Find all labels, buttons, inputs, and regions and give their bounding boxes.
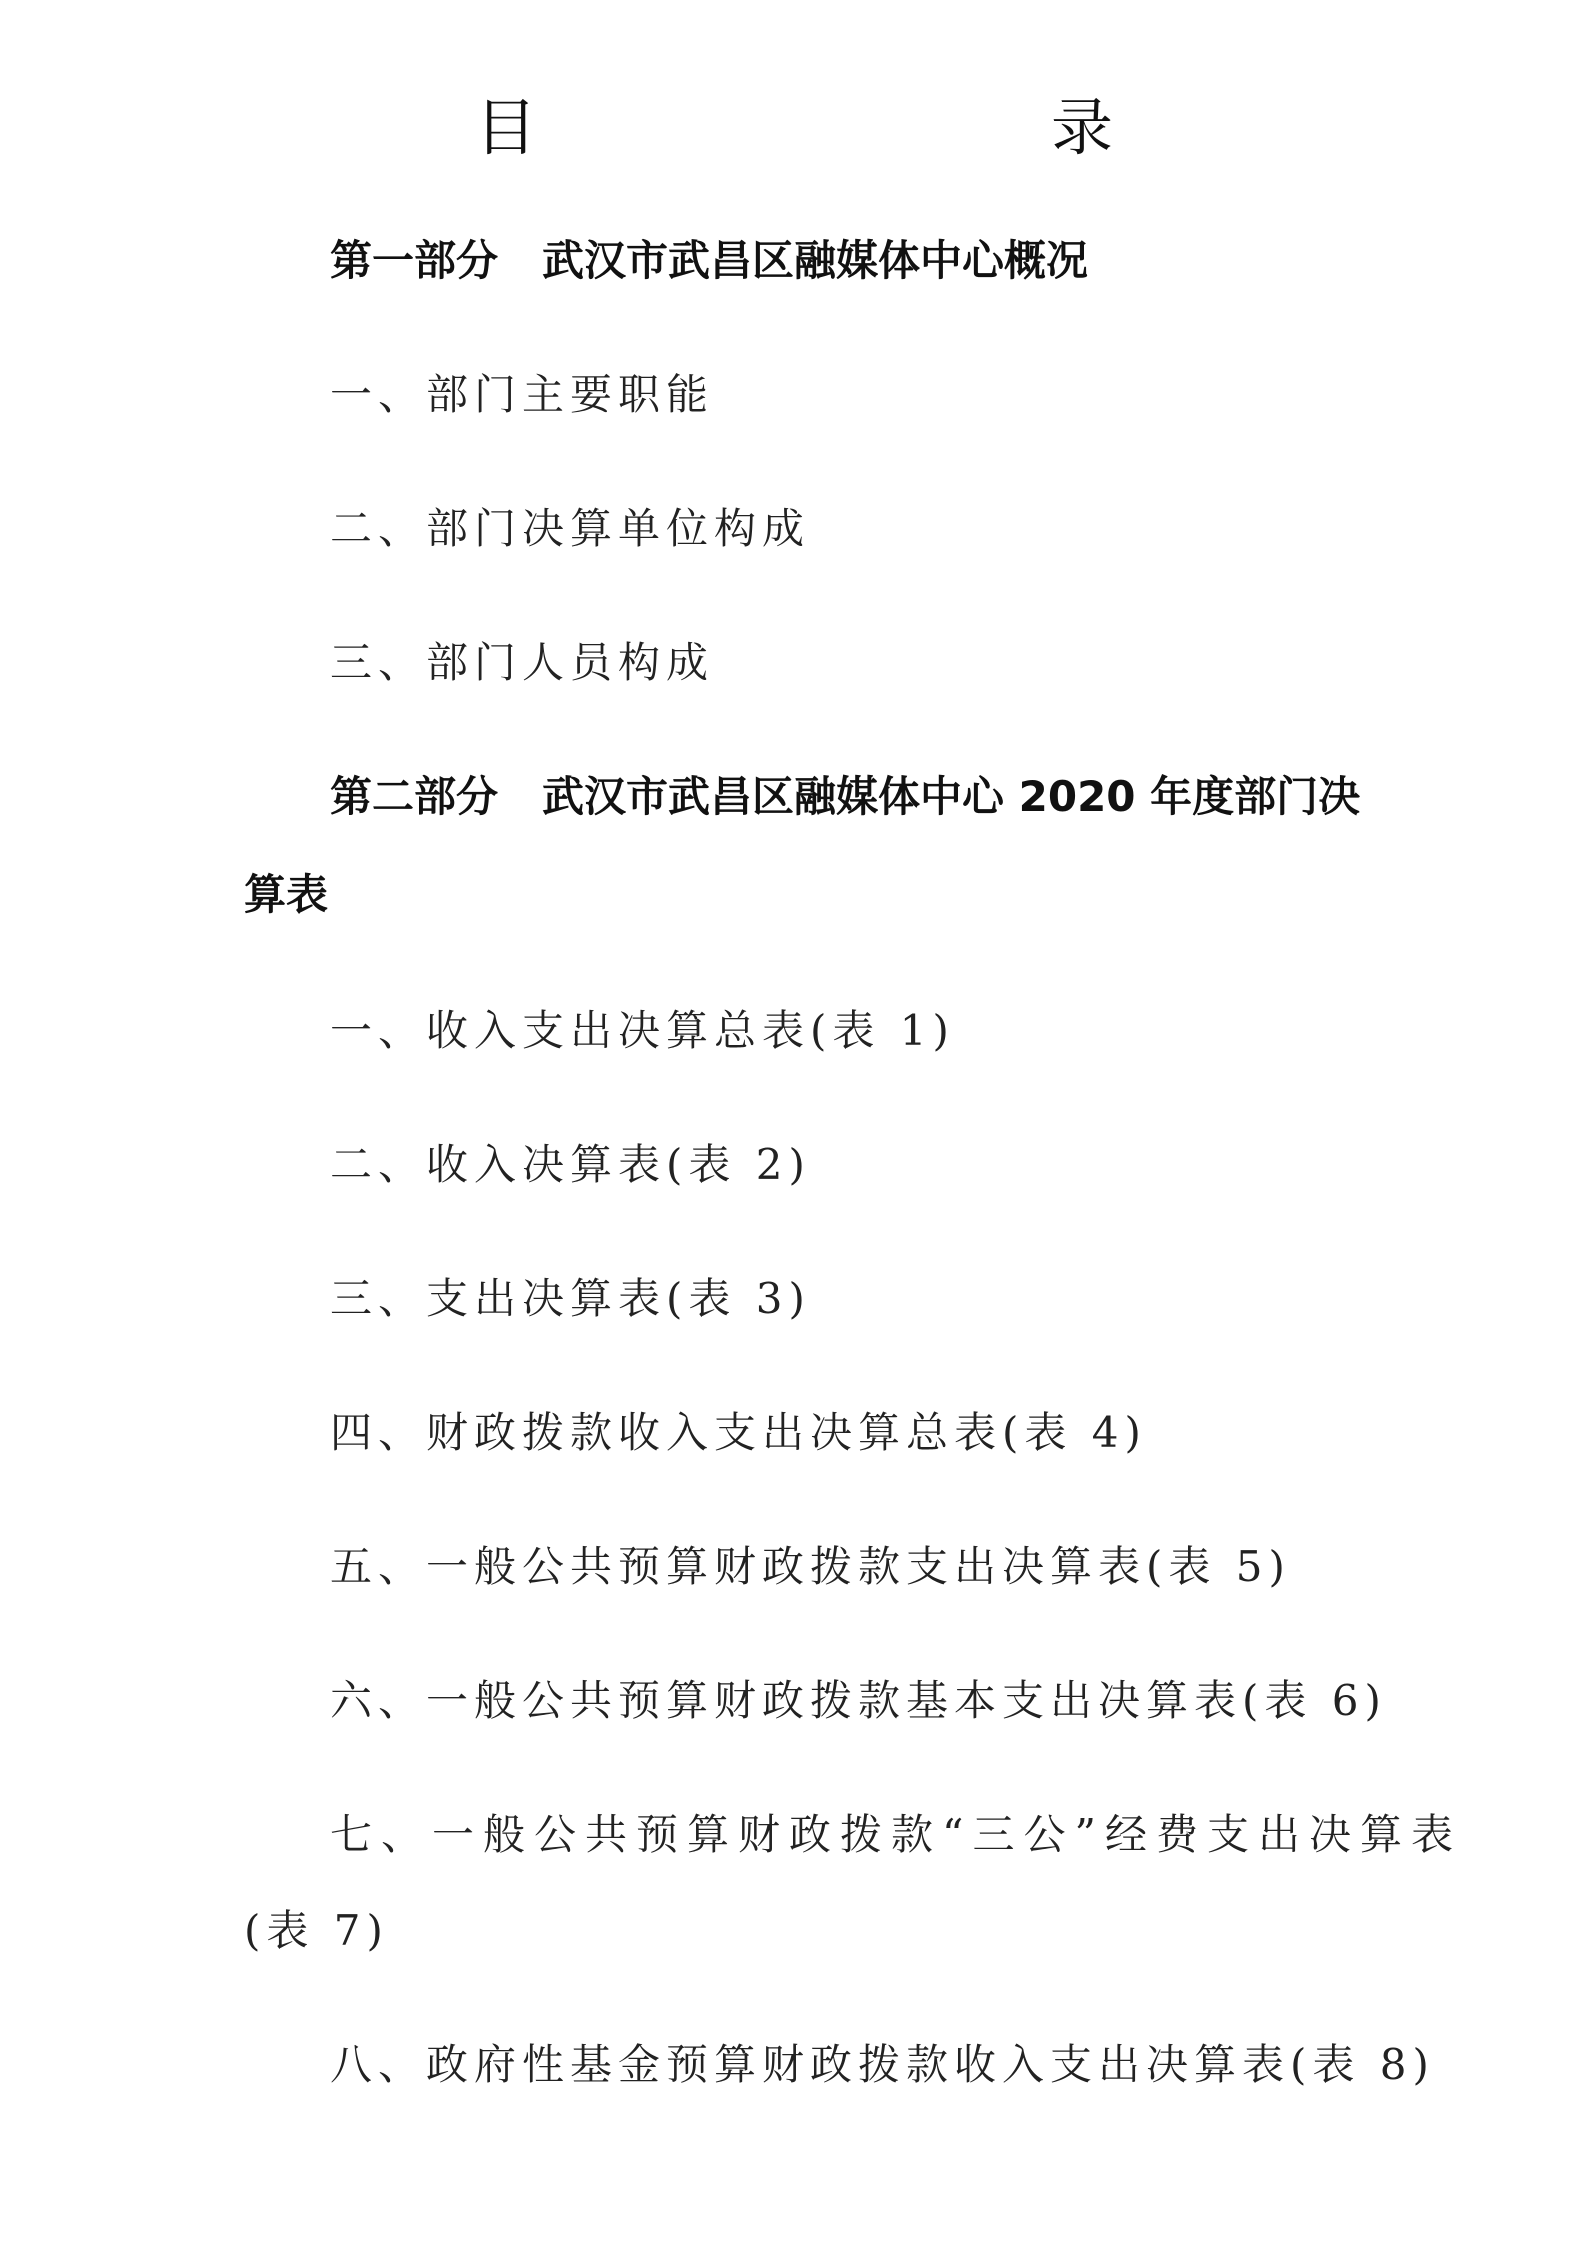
page-title: 目 录 xyxy=(474,91,1243,164)
part1-item-2: 二、部门决算单位构成 xyxy=(330,504,811,553)
part2-name-line2: 算表 xyxy=(244,870,329,919)
part2-item-7-continued: (表 7) xyxy=(244,1906,389,1955)
part2-item-8: 八、政府性基金预算财政拨款收入支出决算表(表 8) xyxy=(330,2040,1435,2089)
part2-name-line1: 武汉市武昌区融媒体中心 2020 年度部门决 xyxy=(542,772,1361,821)
part2-item-2: 二、收入决算表(表 2) xyxy=(330,1140,811,1189)
part1-item-1: 一、部门主要职能 xyxy=(330,370,715,419)
part2-label: 第二部分 xyxy=(330,772,499,821)
part1-item-3: 三、部门人员构成 xyxy=(330,638,715,687)
part2-item-7: 七、一般公共预算财政拨款“三公”经费支出决算表 xyxy=(330,1810,1462,1859)
part1-heading xyxy=(330,228,1088,288)
part2-item-5: 五、一般公共预算财政拨款支出决算表(表 5) xyxy=(330,1542,1291,1591)
part2-item-6: 六、一般公共预算财政拨款基本支出决算表(表 6) xyxy=(330,1676,1387,1725)
part2-item-4: 四、财政拨款收入支出决算总表(表 4) xyxy=(330,1408,1147,1457)
part1-label: 第一部分 xyxy=(330,236,499,285)
part2-item-1: 一、收入支出决算总表(表 1) xyxy=(330,1006,955,1055)
part1-name: 武汉市武昌区融媒体中心概况 xyxy=(542,236,1089,285)
part2-heading xyxy=(330,764,1360,824)
part2-item-3: 三、支出决算表(表 3) xyxy=(330,1274,811,1323)
